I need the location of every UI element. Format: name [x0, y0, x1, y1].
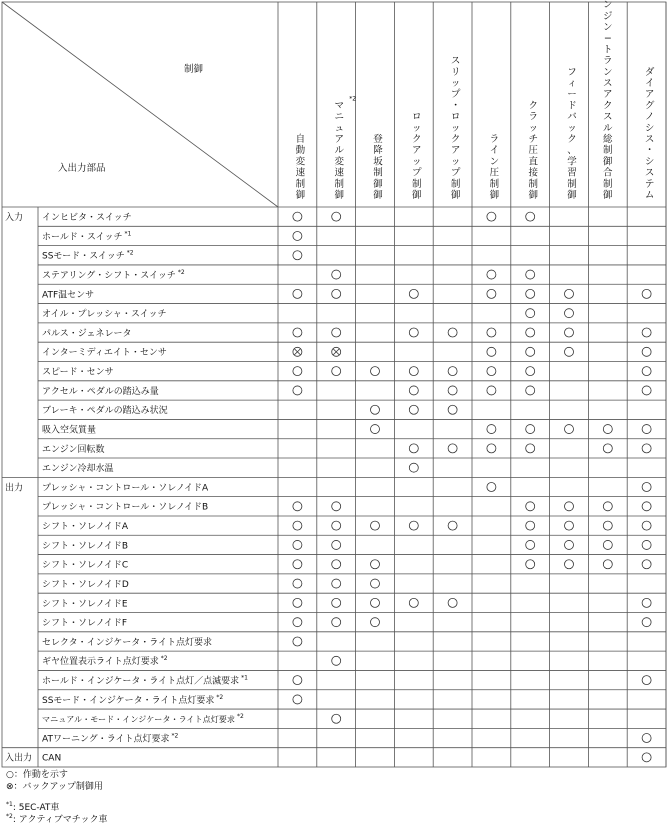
operation-circle-icon — [448, 328, 457, 337]
operation-circle-icon — [409, 367, 418, 376]
operation-circle-icon — [642, 425, 651, 434]
operation-circle-icon — [642, 347, 651, 356]
row-label: シフト・ソレノイドB — [42, 541, 129, 552]
row-label: プレッシャ・コントロール・ソレノイドA — [42, 483, 209, 494]
column-header-char: ラ — [528, 111, 538, 123]
operation-circle-icon — [565, 347, 574, 356]
group-label: 入出力 — [5, 753, 33, 764]
column-header-char: 御 — [334, 190, 344, 201]
column-header-char: 御 — [412, 190, 422, 201]
operation-circle-icon — [293, 386, 302, 395]
row-label: シフト・ソレノイドF — [42, 618, 128, 629]
column-header-char: 変 — [334, 156, 344, 168]
operation-circle-icon — [332, 367, 341, 376]
column-header-char: 直 — [528, 156, 538, 168]
row-label: シフト・ソレノイドE — [42, 599, 128, 610]
operation-circle-icon — [293, 328, 302, 337]
row-label: インヒビタ・スイッチ — [42, 213, 132, 224]
column-header-char: ジ — [603, 10, 613, 22]
operation-circle-icon — [642, 483, 651, 492]
column-header-char: 速 — [334, 167, 344, 179]
operation-circle-icon — [526, 560, 535, 569]
footnote-1-text: : 5EC-AT車 — [12, 803, 60, 813]
column-header-char: 御 — [450, 190, 461, 201]
operation-circle-icon — [565, 521, 574, 530]
column-header-char: フ — [567, 66, 577, 78]
operation-circle-icon — [409, 521, 418, 530]
operation-circle-icon — [487, 425, 496, 434]
operation-circle-icon — [487, 289, 496, 298]
operation-circle-icon — [565, 540, 574, 549]
column-header-char: シ — [644, 156, 655, 168]
footnote-2-mark: *2 — [6, 813, 13, 820]
column-header-char: 制 — [603, 145, 613, 157]
operation-circle-icon — [487, 328, 496, 337]
operation-circle-icon — [293, 676, 302, 685]
column-header-char: ロ — [412, 111, 422, 123]
operation-circle-icon — [526, 212, 535, 221]
operation-circle-icon — [371, 560, 380, 569]
column-header-char: ン — [489, 156, 500, 168]
operation-circle-icon — [409, 598, 418, 607]
column-header-char: 合 — [603, 167, 613, 179]
row-label: SSモード・スイッチ $^{*2}$ — [42, 249, 134, 262]
operation-circle-icon — [642, 734, 651, 743]
column-header-label — [528, 100, 538, 201]
operation-circle-icon — [642, 560, 651, 569]
column-header-char: 制 — [373, 167, 383, 179]
operation-circle-icon — [642, 328, 651, 337]
operation-circle-icon — [526, 347, 535, 356]
column-header-char: ッ — [450, 156, 461, 168]
column-header-char: バ — [567, 111, 577, 123]
operation-circle-icon — [487, 483, 496, 492]
footnote-2 — [6, 811, 107, 826]
operation-circle-icon — [332, 618, 341, 627]
column-header-char: テ — [644, 178, 655, 190]
column-header-char: ダ — [644, 66, 655, 78]
column-header-char: ・ — [644, 145, 655, 157]
column-header-label — [334, 100, 344, 201]
column-header-char: マ — [334, 100, 344, 112]
row-label: セレクタ・インジケータ・ライト点灯要求 — [42, 637, 212, 648]
operation-circle-icon — [526, 270, 535, 279]
column-header-char: ン — [603, 0, 613, 11]
operation-circle-icon — [293, 502, 302, 511]
column-header-char: リ — [450, 66, 461, 78]
row-label: プレッシャ・コントロール・ソレノイドB — [42, 502, 209, 513]
column-header-char: プ — [450, 167, 461, 179]
column-header-char: ア — [603, 89, 613, 101]
column-header-char: ス — [450, 55, 461, 67]
column-header-char: ッ — [567, 122, 577, 134]
crossed-circle-symbol-icon: ⊗ — [6, 782, 14, 792]
operation-circle-icon — [409, 289, 418, 298]
column-header-char: ク — [603, 100, 613, 112]
column-header-char: ッ — [450, 122, 461, 134]
column-header-char: ロ — [450, 111, 461, 123]
operation-circle-icon — [526, 328, 535, 337]
column-header-char: 制 — [567, 178, 577, 190]
column-header-char: ス — [644, 167, 655, 179]
operation-circle-icon — [332, 579, 341, 588]
column-header-char: 学 — [567, 156, 577, 168]
row-label: シフト・ソレノイドC — [42, 560, 129, 571]
operation-circle-icon — [332, 714, 341, 723]
column-header-char: 自 — [295, 134, 306, 145]
column-header-char: ス — [603, 111, 613, 123]
column-header-char: ト — [603, 44, 613, 56]
column-header-char: ク — [528, 100, 538, 112]
column-header-char: ィ — [567, 78, 577, 89]
row-label: 吸入空気質量 — [42, 425, 97, 436]
column-header-char: 制 — [603, 178, 613, 190]
group-label: 出力 — [5, 483, 24, 494]
operation-circle-icon — [293, 560, 302, 569]
column-header-char: ッ — [450, 78, 461, 89]
column-header-char: 制 — [489, 178, 500, 190]
operation-circle-icon — [371, 618, 380, 627]
row-label: シフト・ソレノイドD — [42, 579, 129, 590]
operation-circle-icon — [332, 560, 341, 569]
row-label: SSモード・インジケータ・ライト点灯要求 $^{*2}$ — [42, 693, 224, 706]
column-header-char: 速 — [295, 167, 306, 179]
column-header-char: ニ — [334, 111, 344, 123]
legend-circle — [6, 769, 68, 781]
operation-circle-icon — [642, 444, 651, 453]
row-label: CAN — [42, 753, 62, 764]
row-label: マニュアル・モード・インジケータ・ライト点灯要求 $^{*2}$ — [42, 713, 244, 725]
operation-circle-icon — [526, 502, 535, 511]
column-header-char: ン — [603, 66, 613, 78]
footnote-2-text: : アクティブマチック車 — [12, 815, 108, 825]
column-header-char: 制 — [295, 178, 306, 190]
column-header-char: ム — [644, 190, 655, 201]
operation-circle-icon — [642, 618, 651, 627]
operation-circle-icon — [642, 386, 651, 395]
column-header-char: 御 — [567, 190, 577, 201]
column-header-char: ・ — [450, 100, 461, 112]
column-header-char: ス — [603, 78, 613, 89]
column-header-char: − — [603, 33, 612, 45]
footnote-1-mark: *1 — [6, 801, 13, 808]
column-header-char: 動 — [295, 145, 306, 157]
legend-backup-text: ：バックアップ制御用 — [13, 782, 103, 792]
operation-circle-icon — [409, 405, 418, 414]
row-label: ATワーニング・ライト点灯要求 $^{*2}$ — [42, 732, 179, 745]
column-header-char: 御 — [603, 190, 613, 201]
column-header-char: 制 — [334, 178, 344, 190]
row-label: パルス・ジェネレータ — [42, 328, 132, 339]
column-header-char: プ — [412, 167, 422, 179]
operation-circle-icon — [332, 502, 341, 511]
column-header-char: 御 — [489, 190, 500, 201]
operation-circle-icon — [526, 289, 535, 298]
operation-circle-icon — [565, 560, 574, 569]
operation-circle-icon — [603, 444, 612, 453]
operation-circle-icon — [603, 560, 612, 569]
operation-circle-icon — [293, 231, 302, 240]
operation-circle-icon — [603, 425, 612, 434]
column-header-char: ル — [334, 145, 344, 157]
column-header-char: ッ — [412, 156, 422, 168]
column-header-char: ク — [412, 134, 422, 145]
operation-circle-icon — [371, 521, 380, 530]
operation-circle-icon — [409, 444, 418, 453]
row-label: ホールド・インジケータ・ライト点灯／点滅要求 $^{*1}$ — [42, 674, 248, 687]
column-header-note: *2 — [349, 95, 357, 103]
operation-circle-icon — [526, 425, 535, 434]
operation-circle-icon — [565, 328, 574, 337]
operation-circle-icon — [371, 598, 380, 607]
column-header-char: ア — [450, 145, 461, 157]
column-header-char: ル — [603, 122, 613, 134]
operation-circle-icon — [448, 521, 457, 530]
column-header-char: ク — [567, 134, 577, 145]
column-header-char: 、 — [567, 145, 577, 157]
operation-circle-icon — [293, 367, 302, 376]
column-header-char: ン — [603, 22, 613, 33]
column-header-char: 圧 — [489, 167, 500, 179]
row-label: シフト・ソレノイドA — [42, 522, 128, 533]
column-header-char: ア — [644, 89, 655, 101]
operation-circle-icon — [642, 676, 651, 685]
column-header-char: ア — [412, 145, 422, 157]
column-header-char: イ — [489, 145, 500, 157]
column-header-char: ア — [334, 134, 344, 145]
column-header-label — [603, 0, 613, 201]
operation-circle-icon — [371, 405, 380, 414]
operation-circle-icon — [487, 270, 496, 279]
column-header-char: 総 — [603, 134, 613, 145]
operation-circle-icon — [409, 328, 418, 337]
column-header-char: 御 — [528, 190, 538, 201]
header-parts-label: 入出力部品 — [58, 163, 106, 174]
column-header-char: ド — [567, 100, 577, 112]
operation-circle-icon — [293, 289, 302, 298]
operation-circle-icon — [332, 598, 341, 607]
operation-circle-icon — [332, 656, 341, 665]
legend-backup — [6, 781, 103, 793]
operation-circle-icon — [603, 540, 612, 549]
operation-circle-icon — [448, 367, 457, 376]
row-label: ギヤ位置表示ライト点灯要求 $^{*2}$ — [42, 655, 168, 668]
column-header-char: 圧 — [528, 145, 538, 157]
operation-circle-icon — [526, 521, 535, 530]
column-header-char: チ — [528, 134, 538, 145]
column-header-char: 御 — [295, 190, 306, 201]
operation-circle-icon — [409, 463, 418, 472]
operation-circle-icon — [565, 289, 574, 298]
operation-circle-icon — [448, 444, 457, 453]
column-header-label — [645, 67, 655, 201]
column-header-char: 御 — [603, 156, 613, 168]
row-label: エンジン冷却水温 — [42, 464, 114, 475]
operation-circle-icon — [565, 502, 574, 511]
operation-circle-icon — [293, 695, 302, 704]
column-header-label — [373, 133, 383, 201]
column-header-char: ク — [450, 134, 461, 145]
legend-circle-text: ：作動を示す — [13, 770, 68, 780]
column-header-char: ス — [644, 134, 655, 145]
header-control-label: 制御 — [184, 64, 204, 75]
operation-circle-icon — [371, 367, 380, 376]
row-label: ステアリング・シフト・スイッチ $^{*2}$ — [42, 268, 185, 281]
column-header-char: ラ — [489, 134, 500, 145]
operation-circle-icon — [526, 309, 535, 318]
operation-circle-icon — [293, 251, 302, 260]
column-header-char: 登 — [373, 134, 383, 145]
column-header-label — [412, 112, 422, 201]
column-header-char: ッ — [412, 122, 422, 134]
column-header-char: 接 — [528, 167, 538, 179]
column-header-char: ラ — [603, 55, 613, 67]
operation-circle-icon — [526, 540, 535, 549]
operation-circle-icon — [487, 367, 496, 376]
operation-circle-icon — [448, 598, 457, 607]
operation-circle-icon — [603, 521, 612, 530]
operation-circle-icon — [371, 425, 380, 434]
operation-circle-icon — [642, 289, 651, 298]
circle-symbol-icon: ○ — [6, 770, 14, 780]
operation-circle-icon — [448, 405, 457, 414]
operation-circle-icon — [332, 540, 341, 549]
row-label: スピード・センサ — [42, 367, 114, 378]
operation-circle-icon — [603, 502, 612, 511]
operation-circle-icon — [642, 598, 651, 607]
operation-circle-icon — [332, 289, 341, 298]
operation-circle-icon — [293, 212, 302, 221]
column-header-char: ュ — [334, 122, 344, 134]
row-label: ホールド・スイッチ $^{*1}$ — [42, 230, 132, 243]
operation-circle-icon — [642, 367, 651, 376]
row-label: ATF温センサ — [42, 290, 95, 301]
column-header-char: プ — [450, 89, 461, 101]
column-header-label — [451, 56, 461, 201]
operation-circle-icon — [526, 386, 535, 395]
operation-circle-icon — [332, 270, 341, 279]
column-header-char: シ — [644, 122, 655, 134]
operation-circle-icon — [526, 444, 535, 453]
operation-circle-icon — [371, 579, 380, 588]
operation-circle-icon — [487, 212, 496, 221]
operation-circle-icon — [642, 540, 651, 549]
row-label: エンジン回転数 — [42, 444, 105, 455]
operation-circle-icon — [487, 444, 496, 453]
row-label: アクセル・ペダルの踏込み量 — [42, 386, 159, 397]
operation-circle-icon — [526, 367, 535, 376]
group-label: 入力 — [5, 213, 24, 224]
column-header-char: 制 — [450, 178, 461, 190]
column-header-label — [567, 67, 577, 201]
column-header-char: 変 — [295, 156, 306, 168]
operation-circle-icon — [293, 637, 302, 646]
operation-circle-icon — [293, 540, 302, 549]
column-header-char: ノ — [644, 111, 655, 123]
operation-circle-icon — [332, 521, 341, 530]
column-header-char: グ — [644, 100, 655, 112]
column-header-char: 坂 — [373, 156, 383, 168]
operation-circle-icon — [293, 521, 302, 530]
row-label: オイル・プレッシャ・スイッチ — [42, 309, 167, 320]
operation-circle-icon — [332, 212, 341, 221]
column-header-char: 御 — [373, 178, 383, 190]
operation-circle-icon — [565, 425, 574, 434]
column-header-char: 制 — [412, 178, 422, 190]
operation-circle-icon — [332, 328, 341, 337]
operation-circle-icon — [487, 347, 496, 356]
operation-circle-icon — [565, 309, 574, 318]
column-header-char: イ — [644, 78, 655, 89]
column-header-char: 習 — [567, 167, 577, 179]
column-header-char: 御 — [373, 190, 383, 201]
operation-circle-icon — [448, 386, 457, 395]
operation-circle-icon — [409, 386, 418, 395]
operation-circle-icon — [642, 521, 651, 530]
row-label: インターミディエイト・センサ — [42, 348, 167, 359]
column-header-label — [296, 133, 306, 201]
column-header-char: ー — [567, 89, 577, 101]
operation-circle-icon — [293, 618, 302, 627]
column-header-char: 制 — [528, 178, 538, 190]
operation-circle-icon — [642, 753, 651, 762]
operation-circle-icon — [293, 598, 302, 607]
operation-circle-icon — [642, 502, 651, 511]
column-header-label — [490, 134, 500, 201]
operation-circle-icon — [487, 386, 496, 395]
header-diagonal-line — [2, 2, 278, 207]
row-label: ブレーキ・ペダルの踏込み状況 — [42, 406, 168, 417]
column-header-char: 降 — [373, 145, 383, 157]
operation-circle-icon — [293, 579, 302, 588]
column-header-char: ッ — [528, 122, 538, 134]
